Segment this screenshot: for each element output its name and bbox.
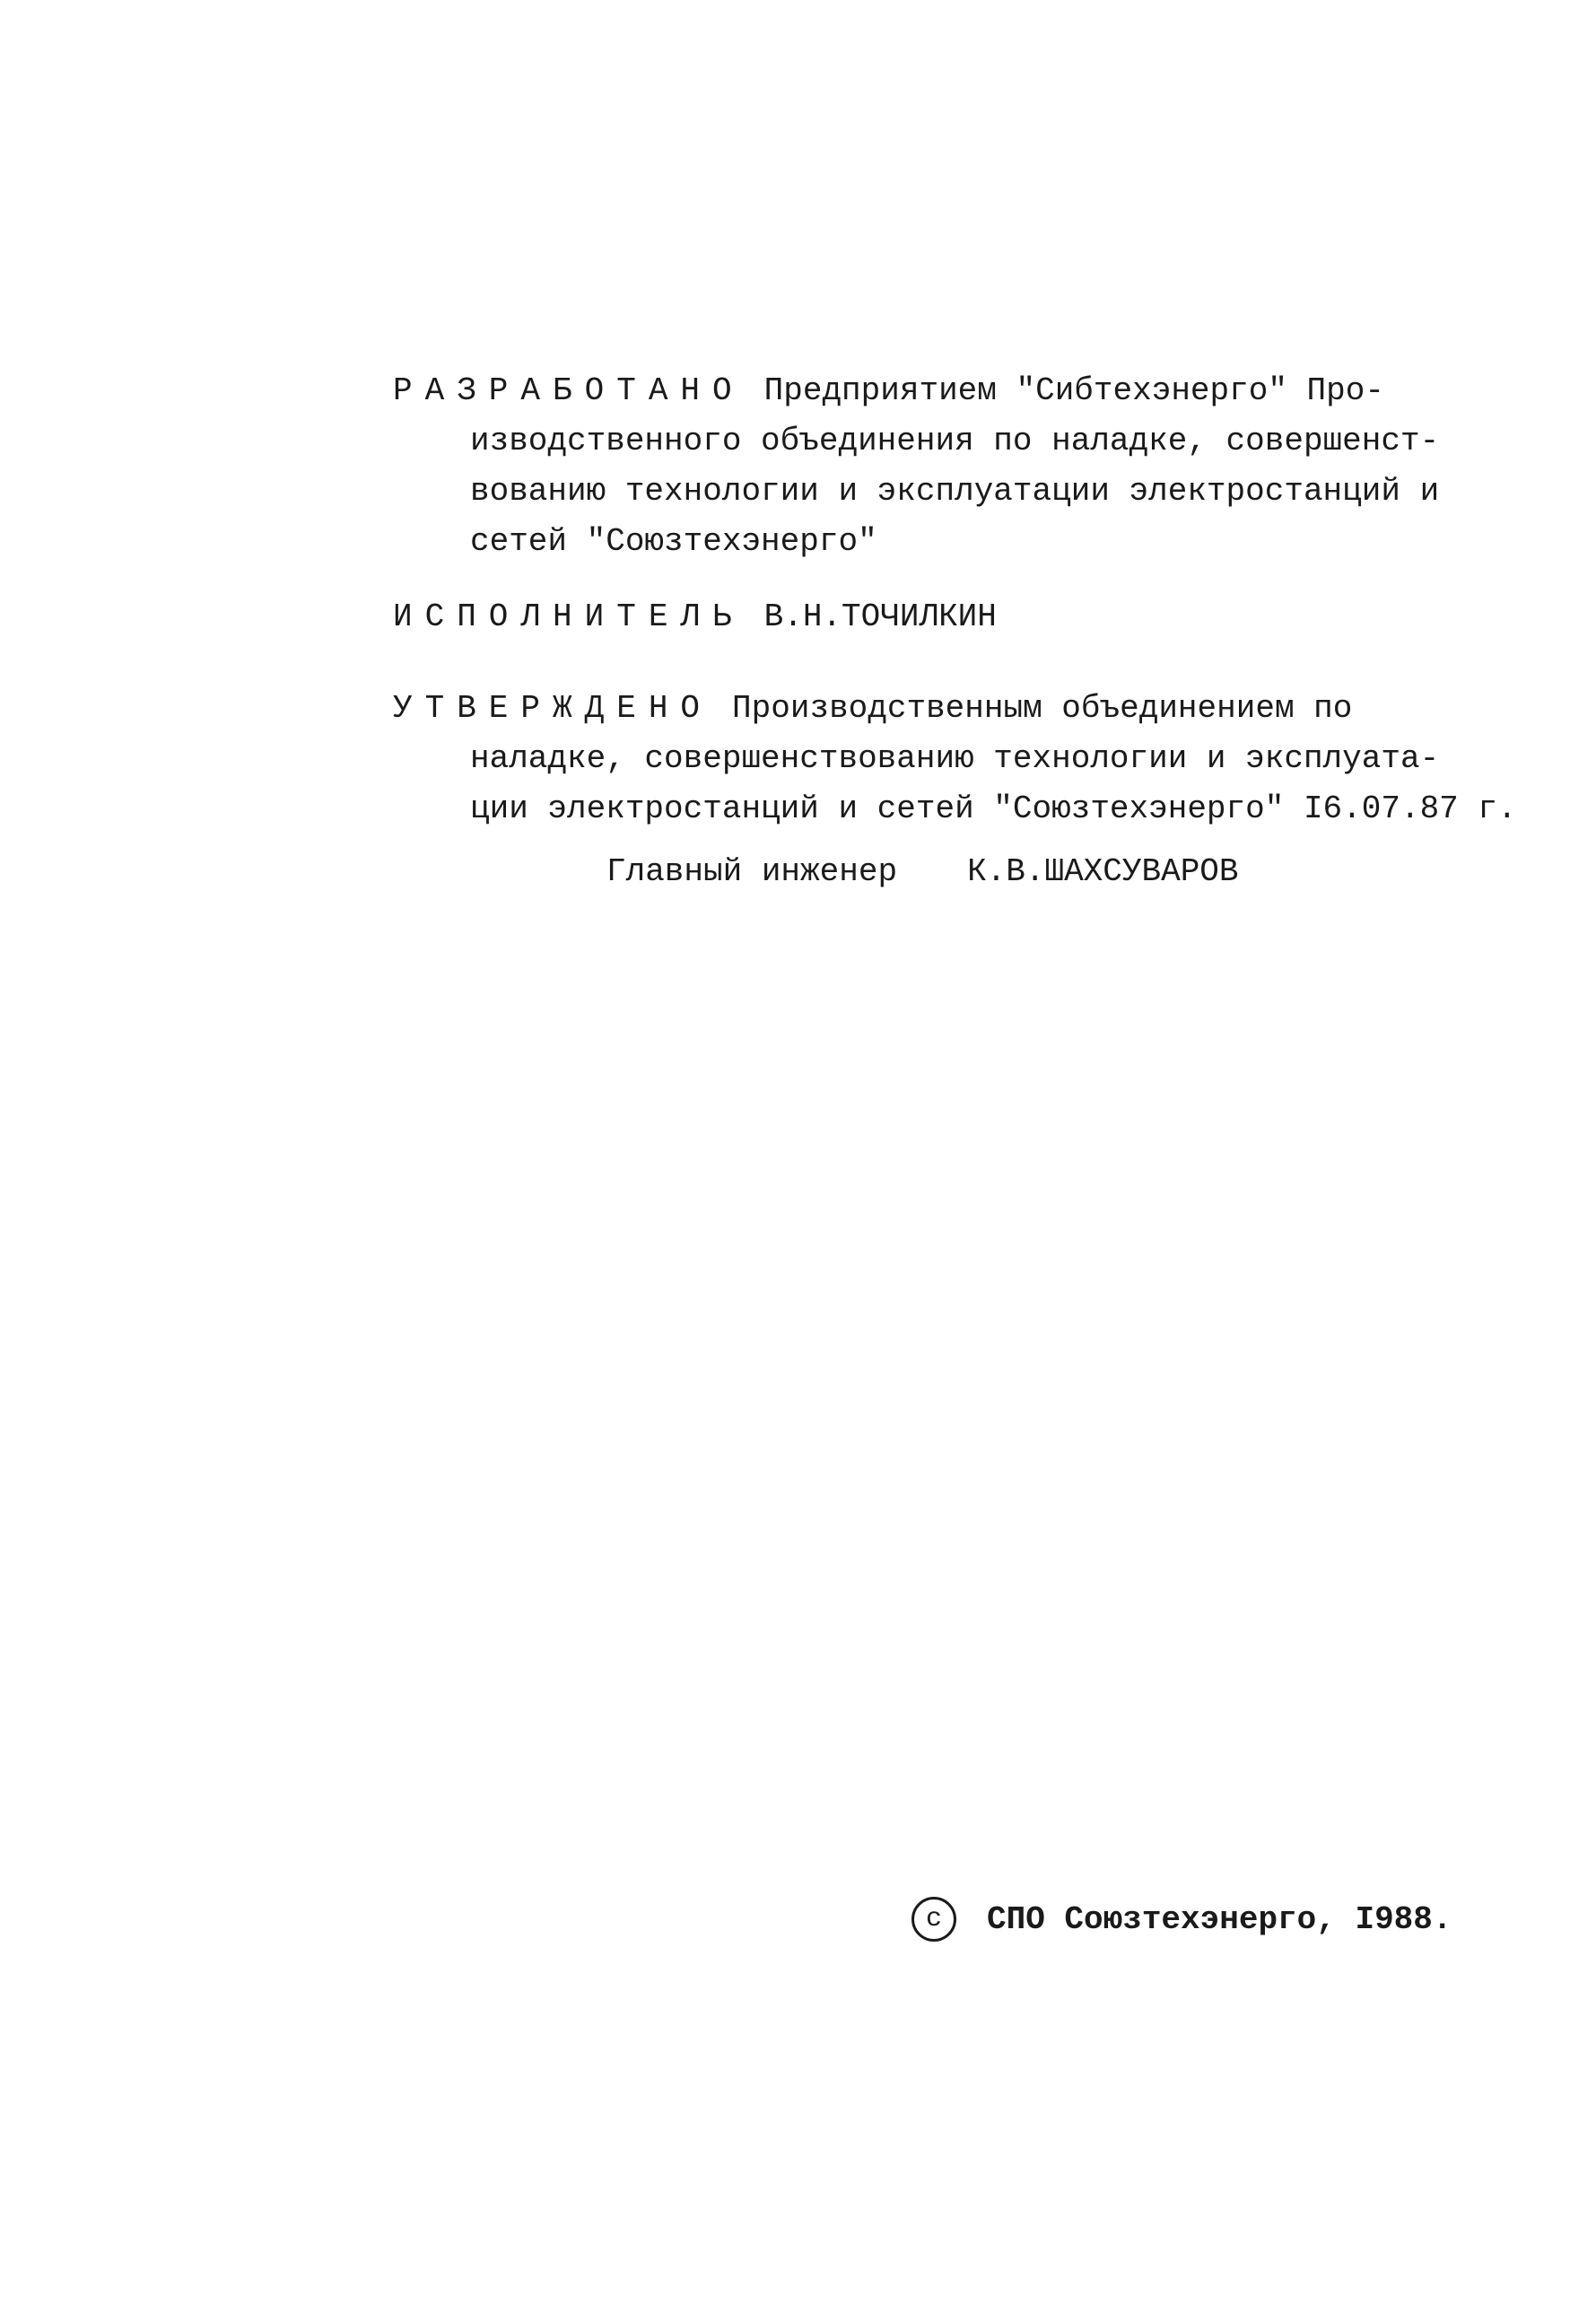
developed-line-4: сетей "Союзтехэнерго" bbox=[470, 523, 877, 560]
approved-section bbox=[393, 684, 1517, 834]
signature-title: Главный инженер bbox=[606, 853, 898, 890]
developed-line-3: вованию технологии и эксплуатации электростанций и bbox=[470, 473, 1440, 510]
developed-line-2: изводственного объединения по наладке, совершенст- bbox=[470, 423, 1440, 459]
developed-label: РАЗРАБОТАНО bbox=[393, 372, 745, 409]
signature-name: К.В.ШАХСУВАРОВ bbox=[967, 853, 1239, 890]
executor-label: ИСПОЛНИТЕЛЬ bbox=[393, 598, 745, 635]
copyright-icon: c bbox=[911, 1897, 956, 1942]
approved-line-1: Производственным объединением по bbox=[732, 690, 1353, 727]
signature-block bbox=[606, 847, 1239, 897]
copyright-text: СПО Союзтехэнерго, I988. bbox=[987, 1900, 1452, 1938]
executor-section bbox=[393, 592, 1470, 642]
developed-line-1: Предприятием "Сибтехэнерго" Про- bbox=[763, 372, 1384, 409]
approved-label: УТВЕРЖДЕНО bbox=[393, 690, 713, 727]
approved-line-3: ции электростанций и сетей "Союзтехэнерго" I6.07.87 г. bbox=[470, 790, 1517, 827]
approved-line-2: наладке, совершенствованию технологии и эксплуата- bbox=[470, 740, 1440, 777]
executor-name: В.Н.ТОЧИЛКИН bbox=[763, 598, 997, 635]
copyright-notice bbox=[911, 1897, 1452, 1942]
developed-section bbox=[393, 366, 1470, 567]
